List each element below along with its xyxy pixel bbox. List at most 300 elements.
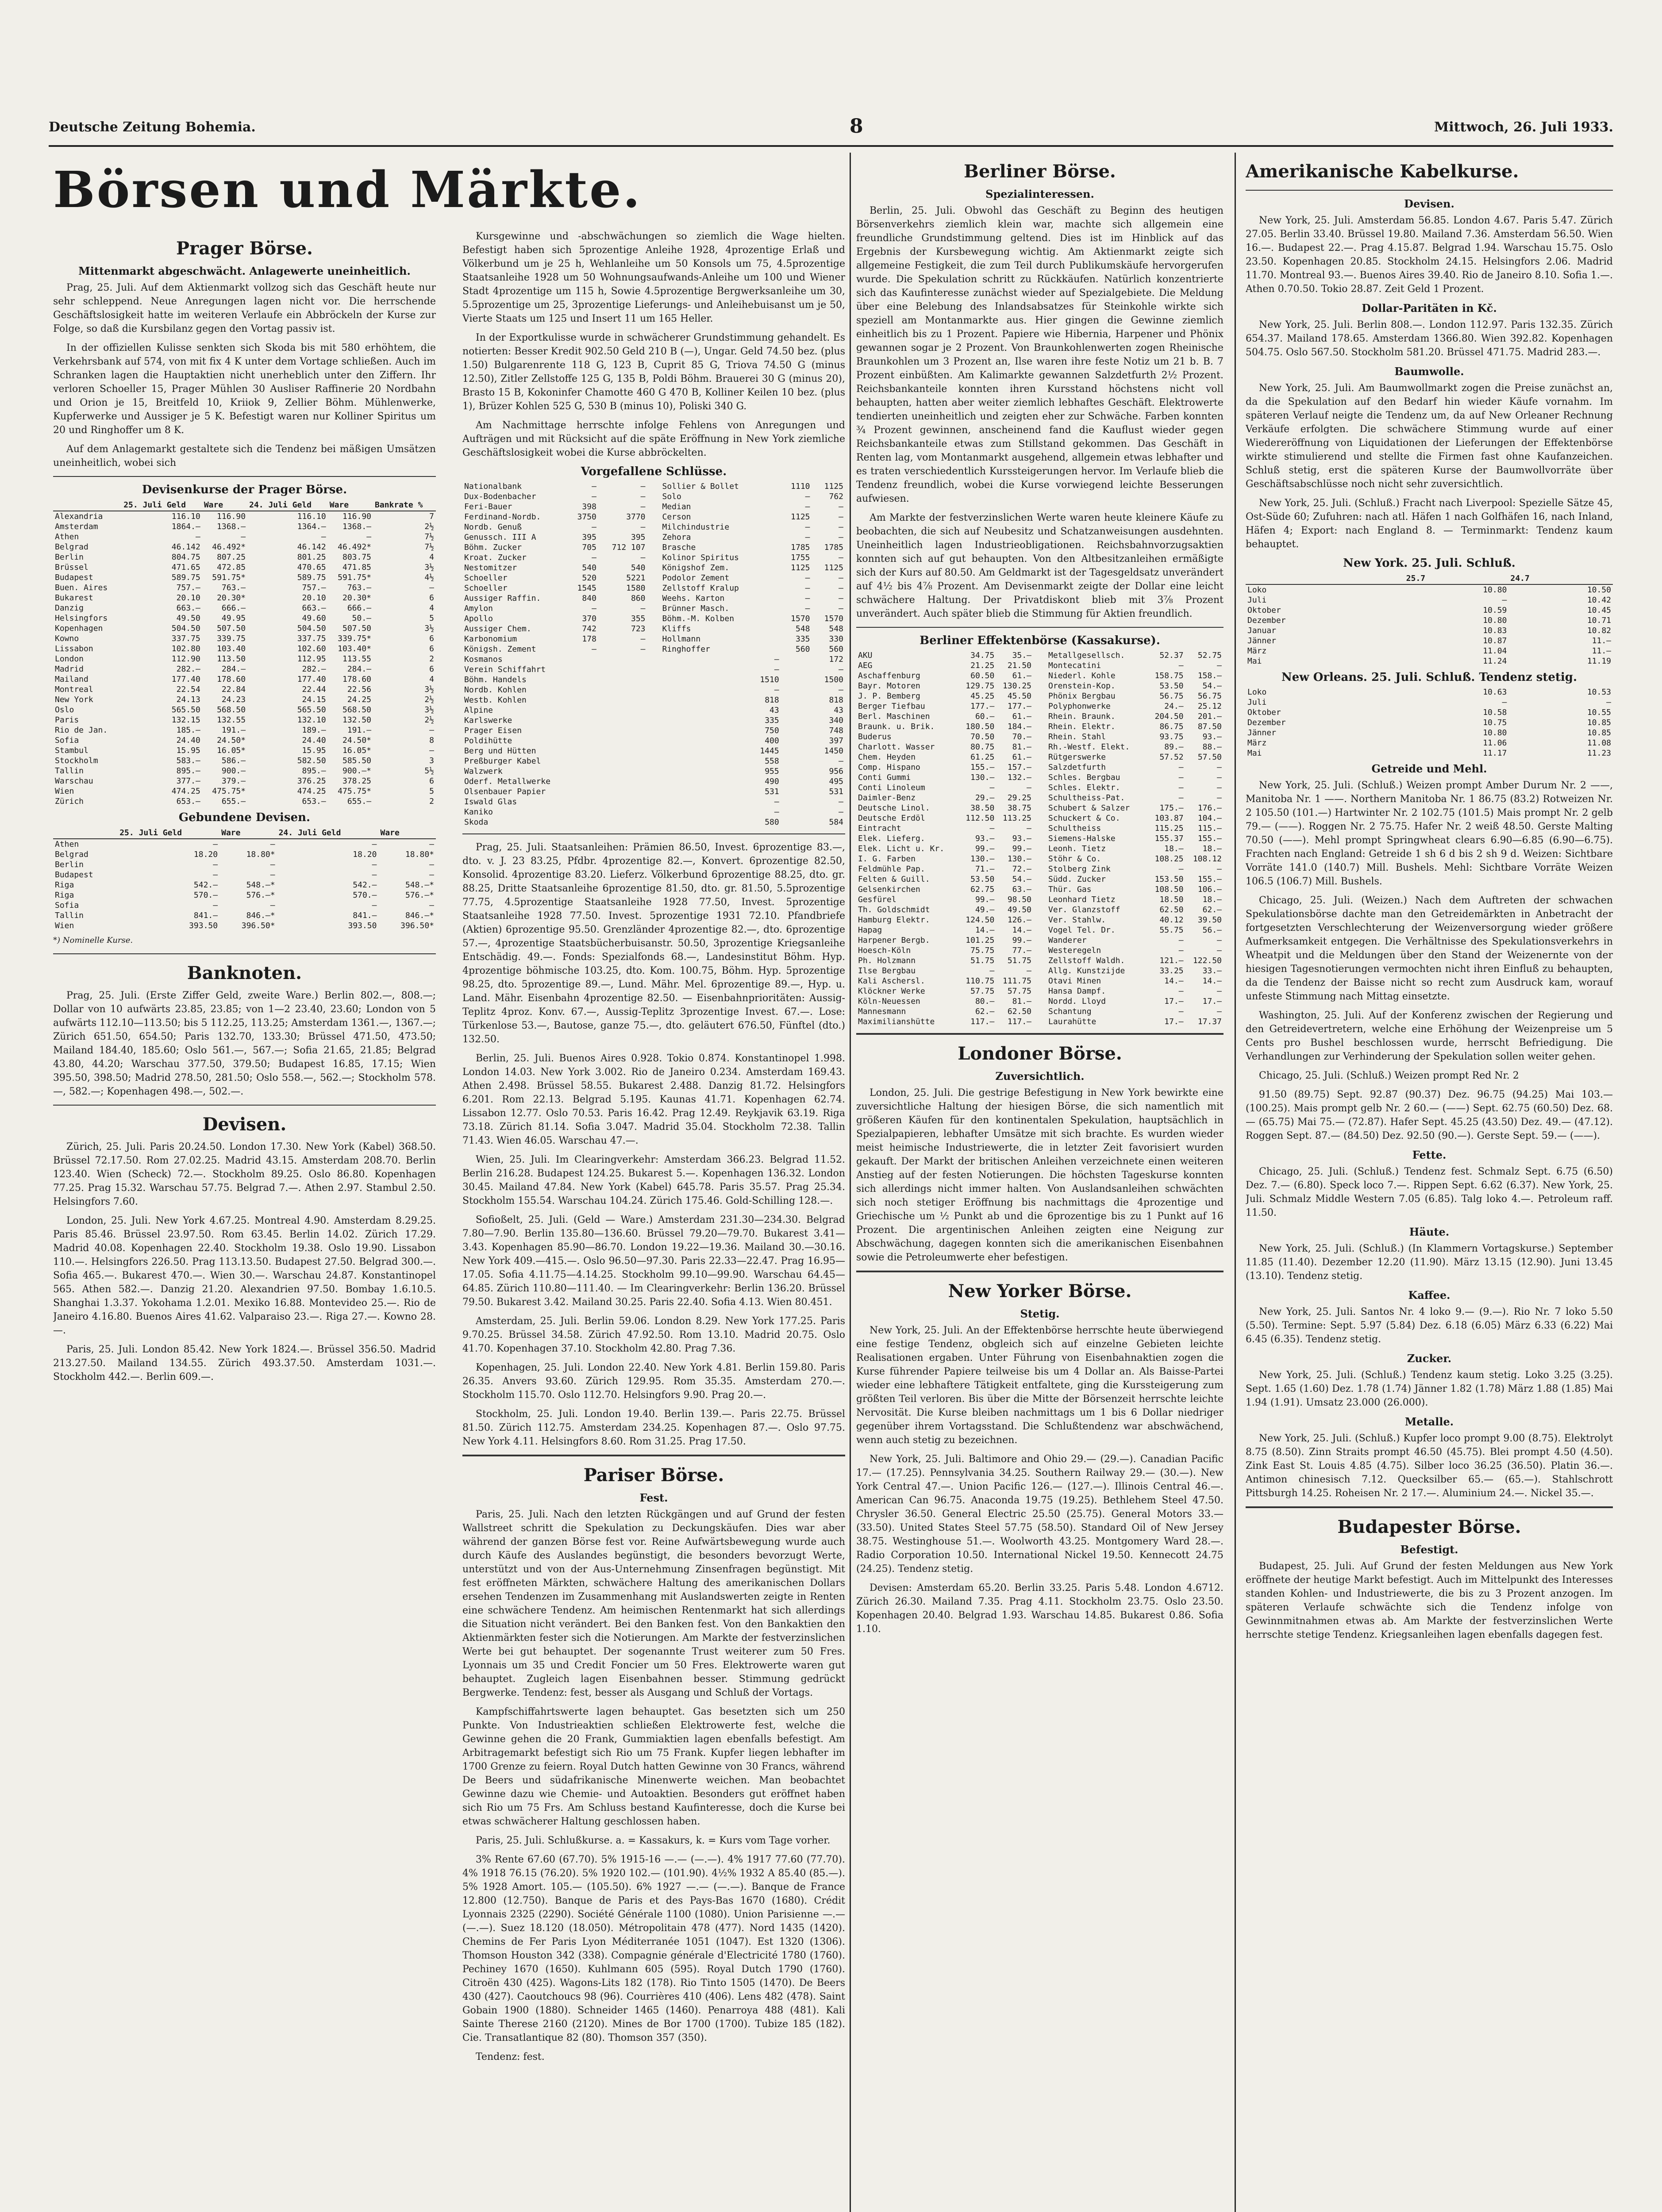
- row-value: 184.—: [1007, 722, 1031, 731]
- row-value: 153.50: [1154, 875, 1184, 884]
- divider: [462, 1455, 845, 1456]
- row-value: 116.10: [171, 512, 200, 521]
- table-title-vorgefallene-schluesse: Vorgefallene Schlüsse.: [581, 465, 727, 478]
- row-label: Böhm. Handels: [464, 675, 527, 684]
- row-value: —: [1178, 783, 1184, 792]
- table-row: [462, 603, 647, 614]
- row-value: 10.63: [1483, 687, 1507, 697]
- table-row: [462, 573, 647, 583]
- table-row: [53, 745, 436, 756]
- row-value: 101.25: [966, 936, 995, 945]
- row-label: März: [1247, 738, 1267, 748]
- row-value: 540: [631, 563, 646, 572]
- row-value: —: [640, 604, 646, 613]
- row-label: Cerson: [662, 512, 691, 522]
- row-value: —: [839, 807, 843, 817]
- row-value: 39.50: [1197, 915, 1222, 925]
- row-value: —: [989, 824, 995, 833]
- row-label: Verein Schiffahrt: [464, 665, 546, 674]
- row-value: 1125: [791, 563, 810, 572]
- row-value: 53.50: [970, 875, 995, 884]
- table-row: [1246, 707, 1613, 718]
- row-value: 112.95: [297, 654, 326, 664]
- subcolumn-left: [53, 230, 436, 2069]
- table-row: [462, 553, 647, 563]
- row-value: —: [195, 532, 200, 541]
- row-value: 33.25: [1159, 966, 1184, 975]
- row-value: 17.—: [1164, 997, 1184, 1006]
- article-paragraph: Prag, 25. Juli. (Erste Ziffer Geld, zweite Ware.) Berlin 802.—, 808.—; Dollar von 10 aufwärts 23.85, 23.85; von 1—2 23.40, 23.60; London von 5 aufwärts 112.10—113.50; bis 5 112.25, 113.25; Amsterdam 1361.—, 1367.—; Zürich 651.50, 654.50; Paris 132.70, 133.30; Brüssel 471.50, 473.50; Mailand 184.40, 185.60; Oslo 561.—, 567.—; Sofia 21.65, 21.85; Belgrad 43.80, 44.20; Warschau 377.50, 379.50; Budapest 16.85, 17.15; Wien 395.50, 398.50; Madrid 278.50, 281.50; Oslo 558.—, 562.—; Stockholm 578.—, 582.—; Kopenhagen 498.—, 502.—.: [53, 990, 436, 1097]
- row-value: 560: [796, 645, 810, 654]
- row-value: 801.25: [297, 553, 326, 562]
- table-row: [856, 874, 1033, 884]
- table-row: [462, 644, 647, 654]
- row-value: 113.55: [342, 654, 372, 664]
- row-value: 570.—: [353, 891, 377, 900]
- row-label: Aussiger Raffin.: [464, 594, 541, 603]
- row-value: 568.50: [217, 705, 246, 714]
- section-subheading: Dollar-Paritäten in Kč.: [1362, 302, 1497, 315]
- row-value: 93.—: [975, 834, 995, 843]
- row-label: Böhm. Zucker: [464, 543, 522, 552]
- row-label: Buderus: [858, 732, 892, 741]
- row-label: Rhein. Elektr.: [1048, 722, 1116, 731]
- row-label: Alpine: [464, 706, 493, 715]
- row-value: —: [1027, 824, 1031, 833]
- table-row: [1246, 687, 1613, 697]
- table-row: [1246, 656, 1613, 666]
- row-value: 180.50: [966, 722, 995, 731]
- row-value: —: [213, 860, 218, 869]
- table-row: [661, 553, 846, 563]
- row-value: 818: [765, 695, 779, 705]
- row-value: 591.75*: [338, 573, 372, 582]
- row-value: 7: [429, 512, 434, 521]
- table-row: [53, 634, 436, 644]
- row-value: 560: [829, 645, 843, 654]
- row-value: —: [213, 870, 218, 879]
- row-value: 10.82: [1587, 626, 1611, 635]
- row-value: 591.75*: [212, 573, 246, 582]
- row-label: Preßburger Kabel: [464, 757, 541, 766]
- table-row: [1246, 728, 1613, 738]
- row-value: 804.75: [171, 553, 200, 562]
- table-row: [856, 742, 1033, 752]
- row-value: 10.83: [1483, 626, 1507, 635]
- row-label: Wien: [55, 787, 74, 796]
- row-label: Rütgerswerke: [1048, 753, 1106, 762]
- row-value: 57.75: [1007, 987, 1031, 996]
- row-value: —: [989, 783, 995, 792]
- row-label: Apollo: [464, 614, 493, 623]
- row-value: 132.15: [171, 715, 200, 725]
- row-value: 3½: [424, 563, 434, 572]
- section-subheading: Befestigt.: [1400, 1543, 1458, 1556]
- row-value: 6: [429, 644, 434, 653]
- row-label: Schles. Elektr.: [1048, 783, 1120, 792]
- row-value: —: [839, 522, 843, 532]
- row-value: 10.80: [1483, 585, 1507, 595]
- row-value: 63.—: [1012, 885, 1031, 894]
- row-value: 172: [829, 655, 843, 664]
- row-label: Leonhard Tietz: [1048, 895, 1116, 904]
- row-value: 29.25: [1007, 793, 1031, 803]
- row-value: 17.—: [1164, 1017, 1184, 1026]
- row-value: —: [640, 492, 646, 501]
- table-row: [462, 695, 845, 705]
- table-row: [661, 532, 846, 542]
- row-value: 115.—: [1197, 824, 1222, 833]
- row-value: 108.25: [1154, 854, 1184, 864]
- table-header-cell: 25. Juli Geld: [122, 499, 202, 511]
- article-paragraph: New York, 25. Juli. Am Baumwollmarkt zogen die Preise zunächst an, da die Spekulation auf den Bedarf hin wieder Käufe vornahm. Im späteren Verlauf neigte die Tendenz um, da auf New Orleaner Rechnung Verkäufe erfolgten. Die schwächere Stimmung wurde auf einer Wiedereröffnung von Liquidationen der Lieferungen der Effektenbörse wirkte stimulierend und stellte die Firmen fast ohne Kaufanzeichen. Schluß stetig, erst die späteren Kurse der Baumwollvorräte über Geschäftsabschlüsse noch nicht sehr zuversichtlich.: [1246, 383, 1613, 490]
- row-value: 61.25: [970, 753, 995, 762]
- table-row: [856, 915, 1033, 925]
- article-paragraph: Prag, 25. Juli. Auf dem Aktienmarkt vollzog sich das Geschäft heute nur sehr schleppend. Neue Anregungen lagen nicht vor. Die herrschende Geschäftslosigkeit hatte im weiteren Verlaufe ein Abbröckeln der Kurse zur Folge, so daß die Kursbilanz gegen den Vortag passiv ist.: [53, 282, 436, 334]
- divider: [462, 833, 845, 834]
- table-row: [53, 572, 436, 583]
- row-value: 103.40*: [338, 644, 372, 653]
- row-value: 10.87: [1483, 636, 1507, 645]
- table-row: [462, 502, 647, 512]
- row-label: Warschau: [55, 776, 93, 786]
- row-value: —: [839, 502, 843, 511]
- row-value: —: [1178, 793, 1184, 803]
- row-value: 955: [765, 767, 779, 776]
- table-row: [462, 614, 647, 624]
- table-title-ny-cotton: New York. 25. Juli. Schluß.: [1343, 557, 1516, 570]
- row-label: Berlin: [55, 860, 84, 869]
- row-value: 88.—: [1202, 742, 1222, 752]
- row-value: 157.—: [1007, 763, 1031, 772]
- row-value: —: [429, 583, 434, 592]
- article-paragraph: New York, 25. Juli. (Schluß.) Weizen prompt Amber Durum Nr. 2 ——, Manitoba Nr. 1 ——. Northern Manitoba Nr. 1 86.75 (83.2) Rotweizen Nr. 2 105.50 (101.—) Hartwinter Nr. 2 102.75 (101.5) Mais prompt Nr. 2 gelb 79.— (——). Roggen Nr. 2 75.75. Hafer Nr. 2 weiß 48.50. Gerste Malting 70.50 (——). Mehl prompt Springwheat clears 6.90—6.85 (6.90—6.75). Frachten nach England: Getreide 1 sh 6 d bis 2 sh 9 d. Weizen: Sichtbare Vorräte 141.0 (140.7) Mill. Bushels. Mehl: Sichtbare Vorräte Weizen 106.5 (106.7) Mill. Bushels.: [1246, 780, 1613, 887]
- row-value: 14.—: [1202, 976, 1222, 986]
- row-label: Amylon: [464, 604, 493, 613]
- row-label: Braunk. u. Brik.: [858, 722, 935, 731]
- row-value: 15.95: [302, 746, 326, 755]
- table-row: [462, 593, 647, 603]
- row-value: 110.75: [966, 976, 995, 986]
- table-row: [53, 900, 436, 910]
- row-value: 117.—: [970, 1017, 995, 1026]
- row-value: —: [839, 685, 843, 695]
- table-row: [1046, 1006, 1223, 1017]
- table-row: [53, 562, 436, 572]
- row-value: —: [805, 604, 810, 613]
- row-value: 130.—: [970, 854, 995, 864]
- row-value: 80.75: [970, 742, 995, 752]
- row-label: AEG: [858, 661, 873, 670]
- row-value: 335: [765, 716, 779, 725]
- row-value: 15.95: [176, 746, 200, 755]
- table-row: [53, 715, 436, 725]
- row-label: Nordd. Lloyd: [1048, 997, 1106, 1006]
- row-value: 45.50: [1007, 691, 1031, 701]
- table-row: [462, 756, 845, 766]
- table-row: [1246, 646, 1613, 656]
- table-row: [1046, 844, 1223, 854]
- row-value: —: [839, 757, 843, 766]
- table-row: [1046, 783, 1223, 793]
- row-value: 1445: [760, 746, 779, 756]
- row-label: Schultheiss-Pat.: [1048, 793, 1125, 803]
- row-value: 40.12: [1159, 915, 1184, 925]
- row-value: —: [1178, 773, 1184, 782]
- row-value: 818: [829, 695, 843, 705]
- divider: [856, 1271, 1223, 1272]
- table-title-no-cotton: New Orleans. 25. Juli. Schluß. Tendenz stetig.: [1281, 671, 1577, 684]
- row-value: —: [1217, 763, 1222, 772]
- table-row: [462, 705, 845, 715]
- row-value: 762: [829, 492, 843, 501]
- row-value: —: [1217, 987, 1222, 996]
- row-value: —: [592, 604, 596, 613]
- row-label: Walzwerk: [464, 767, 503, 776]
- row-value: 112.90: [171, 654, 200, 664]
- table-header-cell: Ware: [219, 827, 277, 839]
- row-label: Alexandria: [55, 512, 103, 521]
- row-value: —: [592, 522, 596, 532]
- row-label: Brüssel: [55, 563, 88, 572]
- row-value: 542.—: [353, 880, 377, 890]
- table-row: [661, 512, 846, 522]
- row-value: 49.95: [221, 614, 246, 623]
- divider: [856, 1033, 1223, 1035]
- table-row: [53, 880, 436, 890]
- row-value: 4: [429, 675, 434, 684]
- row-value: 33.—: [1202, 966, 1222, 975]
- table-header-cell: Bankrate %: [373, 499, 436, 511]
- row-value: 580: [765, 818, 779, 827]
- row-label: Weehs. Karton: [662, 594, 725, 603]
- row-value: 398: [582, 502, 596, 511]
- row-value: 18.—: [1164, 844, 1184, 853]
- row-value: 3: [429, 756, 434, 765]
- row-value: 339.75*: [338, 634, 372, 643]
- article-paragraph: New York, 25. Juli. (Schluß.) Tendenz kaum stetig. Loko 3.25 (3.25). Sept. 1.65 (1.60) Dez. 1.78 (1.74) Jänner 1.82 (1.78) März 1.88 (1.85) Mai 1.94 (1.91). Umsatz 23.000 (26.000).: [1246, 1370, 1613, 1408]
- row-label: Lissabon: [55, 644, 93, 653]
- row-value: 46.492*: [338, 542, 372, 552]
- section-subheading: Fest.: [639, 1491, 668, 1504]
- row-value: 3750: [577, 512, 596, 522]
- table-row: [856, 823, 1033, 833]
- row-label: Schoeller: [464, 573, 508, 583]
- row-label: Loko: [1247, 687, 1267, 697]
- row-label: Poldihütte: [464, 736, 512, 745]
- article-paragraph: Zürich, 25. Juli. Paris 20.24.50. London 17.30. New York (Kabel) 368.50. Brüssel 72.17.50. Rom 27.02.25. Madrid 43.15. Amsterdam 208.70. Berlin 123.40. Wien (Scheck) 72.—. Stockholm 89.25. Oslo 86.80. Kopenhagen 77.25. Prag 15.32. Warschau 57.75. Belgrad 7.—. Athen 2.97. Stambul 2.50. Helsingfors 7.60.: [53, 1141, 436, 1207]
- table-row: [1246, 584, 1613, 595]
- table-row: [1246, 738, 1613, 748]
- row-value: —: [270, 901, 275, 910]
- table-header-cell: 24. Juli Geld: [247, 499, 328, 511]
- article-paragraph: New York, 25. Juli. (Schluß.) (In Klammern Vortagskurse.) September 11.85 (11.40). Dezember 12.20 (11.90). März 13.15 (12.90). Juni 13.45 (13.10). Tendenz stetig.: [1246, 1243, 1613, 1282]
- row-value: 585.50: [342, 756, 372, 765]
- row-value: 113.50: [217, 654, 246, 664]
- row-value: 5½: [424, 766, 434, 776]
- row-value: 504.50: [171, 624, 200, 633]
- row-value: —: [989, 966, 995, 975]
- row-label: Charlott. Wasser: [858, 742, 935, 752]
- row-value: 2: [429, 654, 434, 664]
- row-label: Buen. Aires: [55, 583, 108, 592]
- table-row: [1046, 915, 1223, 925]
- row-value: —: [805, 492, 810, 501]
- table-row: [856, 732, 1033, 742]
- table-row: [462, 787, 845, 797]
- row-label: Harpener Bergb.: [858, 936, 930, 945]
- issue-date: Mittwoch, 26. Juli 1933.: [1434, 119, 1613, 135]
- row-value: 10.85: [1587, 728, 1611, 737]
- column-markets: [53, 153, 845, 2212]
- row-label: Stöhr & Co.: [1048, 854, 1101, 864]
- row-value: 70.50: [970, 732, 995, 741]
- row-label: Schultheiss: [1048, 824, 1101, 833]
- article-paragraph: Auf dem Anlagemarkt gestaltete sich die Tendenz bei mäßigen Umsätzen uneinheitlich, wobei sich: [53, 444, 436, 469]
- row-label: Tallin: [55, 766, 84, 776]
- table-row: [53, 654, 436, 664]
- row-value: 175.—: [1159, 803, 1184, 813]
- row-value: 62.—: [1202, 905, 1222, 914]
- row-value: —: [839, 573, 843, 583]
- section-subheading: Kaffee.: [1408, 1289, 1450, 1302]
- row-value: 49.—: [975, 905, 995, 914]
- row-value: 589.75: [297, 573, 326, 582]
- row-value: 3770: [626, 512, 646, 522]
- table-row: [462, 776, 845, 787]
- row-label: Deutsche Linol.: [858, 803, 930, 813]
- row-value: —: [1502, 698, 1507, 707]
- row-value: 3½: [424, 624, 434, 633]
- row-value: 4: [429, 603, 434, 613]
- table-row: [856, 925, 1033, 935]
- row-value: —: [372, 870, 377, 879]
- row-value: 99.—: [1012, 936, 1031, 945]
- row-value: 112.50: [966, 814, 995, 823]
- row-label: Ringhoffer: [662, 645, 710, 654]
- table-row: [53, 786, 436, 796]
- row-value: —: [1217, 1007, 1222, 1016]
- row-value: 34.75: [970, 651, 995, 660]
- row-value: 49.50: [1007, 905, 1031, 914]
- table-header-cell: [1246, 573, 1404, 584]
- row-label: Oderf. Metallwerke: [464, 777, 551, 786]
- row-label: AKU: [858, 651, 873, 660]
- table-row: [53, 552, 436, 562]
- ny-cotton-table: [1246, 573, 1613, 666]
- row-value: —: [640, 645, 646, 654]
- table-row: [856, 752, 1033, 762]
- column-divider: [1235, 153, 1236, 2212]
- table-row: [856, 803, 1033, 813]
- row-value: 570.—: [193, 891, 218, 900]
- row-value: 49.50: [176, 614, 200, 623]
- article-paragraph: Paris, 25. Juli. Nach den letzten Rückgängen und auf Grund der festen Wallstreet schritt die Spekulation zu Deckungskäufen. Dies war aber während der ganzen Börse fest vor. Reine Aufwärtsbewegung wurde auch durch Käufe des Auslandes begünstigt, die besonders bevorzugt Werte, unterstützt und von der Aus-Unternehmung Zinsenfragen begünstigt. Mit fest eröffneten Märkten, schwächere Haltung des amerikanischen Dollars ersehen Tendenzen im Zusammenhang mit Auslandswerten zeigte in Renten eine schwächere Tendenz. Am heimischen Rentenmarkt hat sich allerdings die Situation nicht verändert. Bei den Banken fest. Von den Bankaktien den Aktienmärkten fester sich die Notierungen. Am Markte der festverzinslichen Werte bei gut behauptet. Der sogenannte Trust weiterer zum 50 Fres. Lyonnais um 35 und Credit Foncier um 50 Fres. Elektrowerte waren gut behauptet. Zugleich lagen Eisenbahnen besser. Stimmung gedrückt Bergwerke. Tendenz: fest, besser als Ausgang und Schluß der Vortags.: [462, 1509, 845, 1698]
- row-value: 132.55: [217, 715, 246, 725]
- no-cotton-table: [1246, 687, 1613, 758]
- row-value: 11.08: [1587, 738, 1611, 748]
- row-value: 116.10: [297, 512, 326, 521]
- effekten-table-right: [1046, 650, 1223, 1027]
- row-value: 1450: [824, 746, 843, 756]
- table-row: [53, 849, 436, 860]
- row-label: Schuckert & Co.: [1048, 814, 1120, 823]
- row-value: 531: [765, 787, 779, 796]
- row-value: 121.—: [1159, 956, 1184, 965]
- article-paragraph: 3% Rente 67.60 (67.70). 5% 1915-16 —.— (—.—). 4% 1917 77.60 (77.70). 4% 1918 76.15 (76.20). 5% 1920 102.— (101.90). 4½% 1932 A 85.40 (85.—). 5% 1928 Amort. 105.— (105.50). 6% 1927 —.— (—.—). Banque de France 12.800 (12.750). Banque de Paris et des Pays-Bas 1670 (1680). Crédit Lyonnais 2325 (2290). Société Générale 1100 (1080). Union Parisienne —.— (—.—). Suez 18.120 (18.050). Métropolitain 478 (477). Nord 1435 (1420). Chemins de Fer Paris Lyon Méditerranée 1051 (1047). Est 1320 (1306). Thomson Houston 342 (338). Compagnie générale d'Electricité 1780 (1760). Pechiney 1670 (1650). Kuhlmann 605 (595). Royal Dutch 1790 (1760). Citroën 430 (425). Wagons-Lits 182 (178). Rio Tinto 1505 (1470). De Beers 430 (427). Caoutchoucs 98 (96). Courrières 410 (406). Lens 482 (478). Saint Gobain 1900 (1880). Schneider 1465 (1460). Penarroya 488 (481). Kali Sainte Therese 2160 (2120). Mines de Bor 1700 (1700). Tubize 185 (182). Cie. Transatlantique 82 (80). Thomson 357 (350).: [462, 1854, 845, 2043]
- section-subheading: Zucker.: [1407, 1352, 1452, 1365]
- row-value: 558: [765, 757, 779, 766]
- row-label: Dezember: [1247, 616, 1286, 625]
- row-value: 565.50: [171, 705, 200, 714]
- row-label: Schubert & Salzer: [1048, 803, 1130, 813]
- section-subheading: Metalle.: [1404, 1415, 1454, 1428]
- row-value: 54.—: [1012, 875, 1031, 884]
- row-value: 1580: [626, 584, 646, 593]
- table-row: [1046, 803, 1223, 813]
- row-value: —: [429, 746, 434, 755]
- row-value: —: [839, 594, 843, 603]
- row-value: 507.50: [217, 624, 246, 633]
- table-row: [661, 492, 846, 502]
- row-value: 723: [631, 624, 646, 634]
- row-value: —: [321, 532, 326, 541]
- row-value: 370: [582, 614, 596, 623]
- row-label: Jänner: [1247, 728, 1277, 737]
- article-paragraph: Washington, 25. Juli. Auf der Konferenz zwischen der Regierung und den Getreidevertretern, welche eine Erhöhung der Weizenpreise um 5 Cents pro Bushel beschlossen wurde, herrscht Befriedigung. Die Verhandlungen zur Verhinderung der Spekulation sollen weiter gehen.: [1246, 1010, 1613, 1062]
- row-label: Oslo: [55, 705, 74, 714]
- divider: [1246, 1506, 1613, 1508]
- divider: [53, 953, 436, 954]
- table-row: [53, 532, 436, 542]
- article-paragraph: London, 25. Juli. New York 4.67.25. Montreal 4.90. Amsterdam 8.29.25. Paris 85.46. Brüssel 23.97.50. Rom 63.45. Berlin 14.02. Zürich 17.29. Madrid 40.08. Kopenhagen 22.40. Stockholm 19.38. Oslo 19.90. Lissabon 110.—. Helsingfors 226.50. Prag 113.13.50. Budapest 27.50. Belgrad 300.—. Sofia 465.—. Bukarest 470.—. Wien 30.—. Warschau 24.87. Konstantinopel 565. Athen 582.—. Danzig 21.20. Alexandrien 97.50. Bombay 1.6.10.5. Shanghai 1.3.37. Yokohama 1.2.01. Mexiko 16.88. Montevideo 25.—. Rio de Janeiro 4.16.80. Buenos Aires 41.62. Valparaiso 23.—. Riga 27.—. Kowno 28.—.: [53, 1215, 436, 1336]
- table-row: [856, 986, 1033, 996]
- row-label: Danzig: [55, 603, 84, 613]
- row-label: Budapest: [55, 870, 93, 879]
- row-value: 11.04: [1483, 646, 1507, 656]
- row-value: 24.50*: [342, 736, 372, 745]
- row-value: 24.15: [302, 695, 326, 704]
- table-row: [53, 839, 436, 849]
- section-subheading: Häute.: [1409, 1225, 1450, 1238]
- section-heading-banknoten: Banknoten.: [187, 963, 302, 983]
- row-label: Elek. Lieferg.: [858, 834, 925, 843]
- table-title-gebundene-devisen: Gebundene Devisen.: [178, 811, 311, 824]
- row-value: 204.50: [1154, 712, 1184, 721]
- row-value: 22.44: [302, 685, 326, 694]
- table-row: [53, 623, 436, 634]
- schluesse-table-right: [462, 654, 845, 827]
- row-value: 956: [829, 767, 843, 776]
- row-label: Berger Tiefbau: [858, 702, 925, 711]
- row-value: 14.—: [1164, 976, 1184, 986]
- article-paragraph: Chicago, 25. Juli. (Schluß.) Weizen prompt Red Nr. 2: [1259, 1070, 1519, 1081]
- row-value: —: [1502, 595, 1507, 605]
- row-value: 504.50: [297, 624, 326, 633]
- row-value: 5: [429, 787, 434, 796]
- article-paragraph: 91.50 (89.75) Sept. 92.87 (90.37) Dez. 96.75 (94.25) Mai 103.— (100.25). Mais prompt gelb Nr. 2 60.— (——) Sept. 62.75 (60.50) Dez. 68.— (65.75) Mai 75.— (72.87). Hafer Sept. 45.25 (43.50) Dez. 49.— (47.12). Roggen Sept. 87.— (84.50) Dez. 92.50 (90.—). Gerste Sept. 59.— (——).: [1246, 1089, 1613, 1141]
- row-value: 846.—*: [246, 911, 275, 920]
- row-value: 45.25: [970, 691, 995, 701]
- table-row: [856, 762, 1033, 772]
- table-row: [1246, 748, 1613, 758]
- row-value: 25.12: [1197, 702, 1222, 711]
- table-row: [661, 593, 846, 603]
- row-label: Wien: [55, 921, 74, 930]
- row-label: Köln-Neuessen: [858, 997, 920, 1006]
- row-value: —: [429, 726, 434, 735]
- row-label: Kliffs: [662, 624, 691, 634]
